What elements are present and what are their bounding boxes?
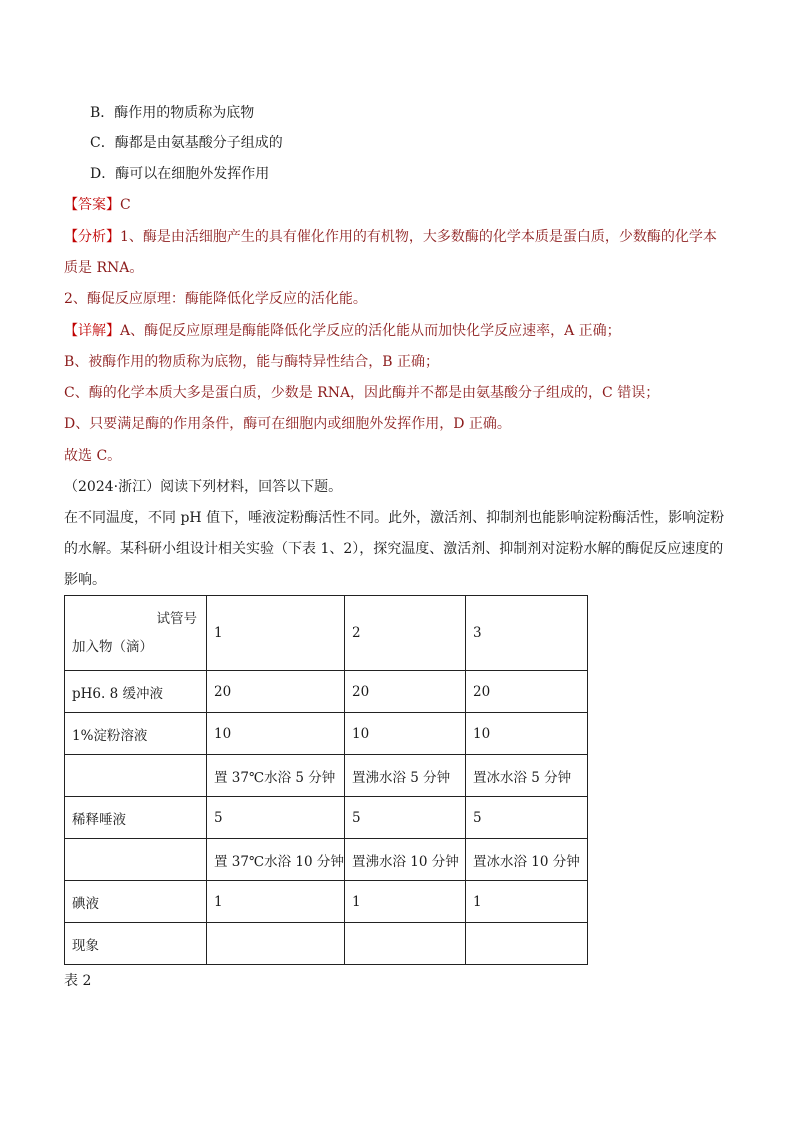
table-row (65, 797, 588, 839)
row-label (65, 755, 207, 797)
table-cell: 20 (207, 671, 345, 713)
experiment-table (64, 595, 588, 965)
row-label (65, 839, 207, 881)
table-row (65, 713, 588, 755)
table-cell: 1 (207, 881, 345, 923)
row-label: 碘液 (65, 881, 207, 923)
tube-header: 3 (466, 596, 588, 671)
detail-line-3: C、酶的化学本质大多是蛋白质，少数是 RNA，因此酶并不都是由氨基酸分子组成的，C 错误； (64, 385, 660, 401)
option-b: B．酶作用的物质称为底物 (90, 105, 255, 121)
row-label: 现象 (65, 923, 207, 965)
header-tube-label: 试管号 (156, 611, 197, 627)
table-cell: 置 37℃水浴 5 分钟 (207, 755, 345, 797)
detail-line-2: B、被酶作用的物质称为底物，能与酶特异性结合，B 正确； (64, 354, 440, 370)
question-para-1: 在不同温度，不同 pH 值下，唾液淀粉酶活性不同。此外，激活剂、抑制剂也能影响淀粉酶活性，影响淀粉 (64, 510, 725, 526)
table-cell: 10 (345, 713, 466, 755)
detail-tag: 【详解】 (64, 323, 120, 339)
analysis-line-1 (64, 228, 717, 246)
option-c: C．酶都是由氨基酸分子组成的 (90, 135, 283, 151)
analysis-text-1: 1、酶是由活细胞产生的具有催化作用的有机物，大多数酶的化学本质是蛋白质，少数酶的化学本 (120, 229, 717, 245)
analysis-line-2: 质是 RNA。 (64, 260, 144, 276)
table-row (65, 755, 588, 797)
table-cell (345, 923, 466, 965)
table-cell: 置 37℃水浴 10 分钟 (207, 839, 345, 881)
table-caption: 表 2 (64, 973, 92, 989)
tube-header: 1 (207, 596, 345, 671)
table-cell (466, 923, 588, 965)
table-row (65, 839, 588, 881)
table-cell: 置冰水浴 5 分钟 (466, 755, 588, 797)
answer-line (64, 196, 131, 214)
answer-tag: 【答案】 (64, 197, 120, 213)
detail-conclusion: 故选 C。 (64, 448, 122, 464)
option-d: D．酶可以在细胞外发挥作用 (90, 166, 270, 182)
answer-value: C (120, 197, 131, 213)
detail-text-1: A、酶促反应原理是酶能降低化学反应的活化能从而加快化学反应速率，A 正确； (120, 323, 621, 339)
table-cell: 5 (207, 797, 345, 839)
row-label: 1%淀粉溶液 (65, 713, 207, 755)
table-cell: 10 (207, 713, 345, 755)
table-cell: 置沸水浴 5 分钟 (345, 755, 466, 797)
question-para-3: 影响。 (64, 572, 106, 588)
detail-line-4: D、只要满足酶的作用条件，酶可在细胞内或细胞外发挥作用，D 正确。 (64, 416, 511, 432)
table-cell: 5 (345, 797, 466, 839)
analysis-line-3: 2、酶促反应原理：酶能降低化学反应的活化能。 (64, 291, 367, 307)
table-corner-header (65, 596, 207, 671)
question-source: （2024·浙江）阅读下列材料，回答以下题。 (64, 479, 343, 495)
table-cell: 20 (466, 671, 588, 713)
table-cell: 置沸水浴 10 分钟 (345, 839, 466, 881)
table-cell: 10 (466, 713, 588, 755)
row-label: 稀释唾液 (65, 797, 207, 839)
row-label: pH6. 8 缓冲液 (65, 671, 207, 713)
table-row (65, 881, 588, 923)
table-cell (207, 923, 345, 965)
table-cell: 置冰水浴 10 分钟 (466, 839, 588, 881)
table-cell: 5 (466, 797, 588, 839)
table-cell: 1 (466, 881, 588, 923)
detail-line-1 (64, 322, 621, 340)
question-para-2: 的水解。某科研小组设计相关实验（下表 1、2），探究温度、激活剂、抑制剂对淀粉水解的酶促反应速度的 (64, 541, 724, 557)
table-row (65, 671, 588, 713)
header-added-label: 加入物（滴） (72, 639, 153, 655)
table-header-row (65, 596, 588, 671)
table-cell: 20 (345, 671, 466, 713)
table-cell: 1 (345, 881, 466, 923)
analysis-tag: 【分析】 (64, 229, 120, 245)
tube-header: 2 (345, 596, 466, 671)
table-row (65, 923, 588, 965)
